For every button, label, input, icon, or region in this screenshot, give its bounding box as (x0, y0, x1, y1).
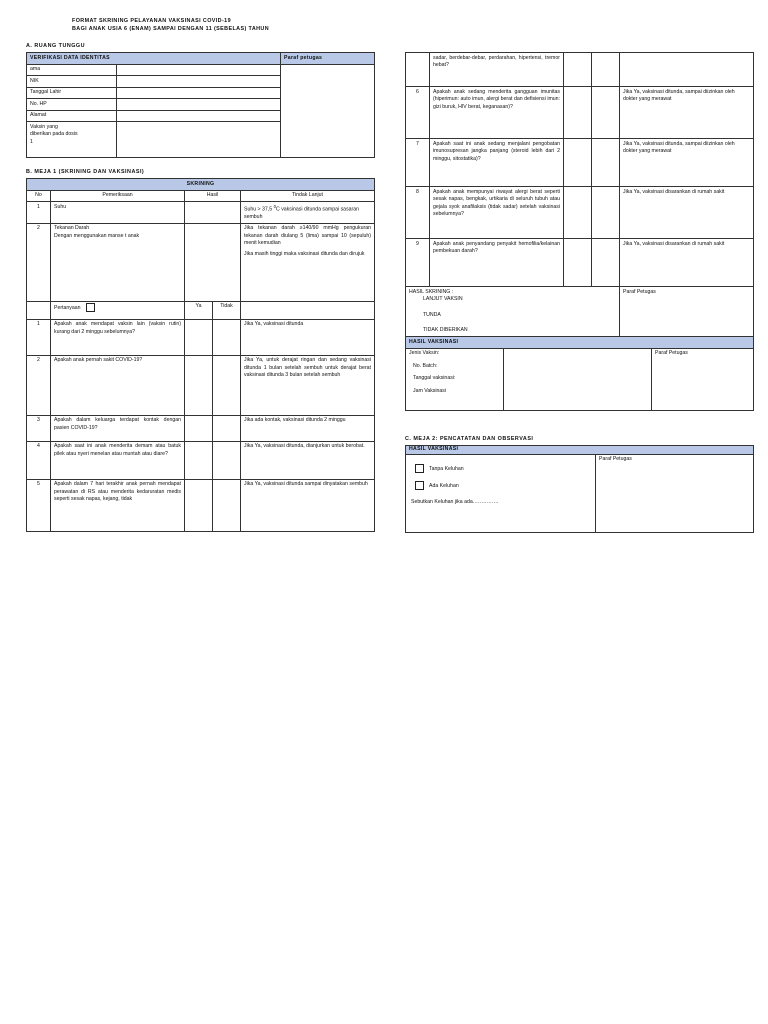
answer-yes[interactable] (564, 187, 592, 239)
answer-no[interactable] (213, 441, 241, 479)
col-yes: Ya (185, 301, 213, 319)
complaint-note[interactable]: Sebutkan Keluhan jika ada…………… (411, 498, 499, 505)
option-not-given[interactable]: TIDAK DIBERIKAN (423, 327, 468, 334)
answer-yes[interactable] (564, 87, 592, 139)
answer-yes[interactable] (185, 479, 213, 531)
answer-yes[interactable] (564, 53, 592, 87)
table-row: 9 Apakah anak penyandang penyakit hemofilia/kelainan pembekuan darah? Jika Ya, vaksinasi disarankan di rumah sakit (406, 239, 754, 287)
question-text: Apakah anak mendapat vaksin lain (vaksin rutin) kurang dari 2 minggu sebelumnya? (51, 319, 185, 355)
screening-paraf[interactable]: Paraf Petugas (620, 287, 754, 337)
label-vaccine-type: Jenis Vaksin: (409, 350, 440, 357)
table-row: 5 Apakah dalam 7 hari terakhir anak pernah mendapat perawatan di RS atau menderita kedaruratan medis seperti sesak napas, kejang, tidak Jika Ya, vaksinasi ditunda sampai dinyatakan sembuh (27, 479, 375, 531)
option-no-complaint[interactable]: Tanpa Keluhan (409, 464, 592, 473)
question-action: Jika Ya, vaksinasi ditunda, sampai diizinkan oleh dokter yang merawat (620, 87, 754, 139)
question-action: Jika Ya, vaksinasi ditunda (241, 319, 375, 355)
answer-yes[interactable] (185, 441, 213, 479)
answer-no[interactable] (213, 319, 241, 355)
exam-blood-pressure: Tekanan Darah Dengan menggunakan manse t anak (51, 223, 185, 301)
answer-yes[interactable] (564, 239, 592, 287)
label-batch: No. Batch: (413, 362, 438, 369)
vaccination-paraf[interactable]: Paraf Petugas (652, 348, 754, 410)
question-action: Jika Ya, vaksinasi ditunda sampai dinyatakan sembuh (241, 479, 375, 531)
field-label-vaccine: Vaksin yang diberikan pada dosis 1 (27, 122, 117, 158)
checkbox-icon[interactable] (415, 464, 424, 473)
vaccination-banner: HASIL VAKSINASI (406, 337, 754, 349)
table-row: 2 Apakah anak pernah sakit COVID-19? Jika Ya, untuk derajat ringan dan sedang vaksinasi ditunda 1 bulan setelah sembuh untuk derajat berat vaksinasi ditunda 3 bulan setelah sembuh (27, 355, 375, 415)
screening-result-row (406, 287, 754, 337)
action-suhu: Suhu > 37,5 $^0$C vaksinasi ditunda sampai sasaran sembuh (241, 202, 375, 224)
field-label-nik: NIK (27, 76, 117, 88)
option-has-complaint[interactable]: Ada Keluhan (409, 481, 592, 490)
vaccination-result-table (405, 336, 754, 411)
answer-no[interactable] (213, 415, 241, 441)
answer-yes[interactable] (185, 355, 213, 415)
question-action: Jika Ya, vaksinasi ditunda, dianjurkan untuk berobat. (241, 441, 375, 479)
table-row: 6 Apakah anak sedang menderita gangguan imunitas (hiperimun: auto imun, alergi berat dan defisiensi imun: gizi buruk, HIV berat, keganasan)? Jika Ya, vaksinasi ditunda, sampai diizinkan oleh dokter yang merawat (406, 87, 754, 139)
table-row: 7 Apakah saat ini anak sedang menjalani pengobatan imunosupresan jangka panjang (steroid lebih dari 2 minggu, sitostatika)? Jika Ya, vaksinasi ditunda, sampai diizinkan oleh dokter yang merawat (406, 139, 754, 187)
question-text: Apakah anak sedang menderita gangguan imunitas (hiperimun: auto imun, alergi berat dan defisiensi imun: gizi buruk, HIV berat, keganasan)? (430, 87, 564, 139)
table-row: 1 Apakah anak mendapat vaksin lain (vaksin rutin) kurang dari 2 minggu sebelumnya? Jika Ya, vaksinasi ditunda (27, 319, 375, 355)
answer-no[interactable] (213, 479, 241, 531)
result-blood-pressure[interactable] (185, 223, 241, 301)
section-a-heading: A. RUANG TUNGGU (26, 43, 86, 49)
question-text: Apakah saat ini anak menderita demam atau batuk pilek atau nyeri menelan atau muntah atau diare? (51, 441, 185, 479)
screening-banner: SKRINING (27, 179, 375, 191)
field-label-name: ama (27, 64, 117, 76)
table-row: 3 Apakah dalam keluarga terdapat kontak dengan pasien COVID-19? Jika ada kontak, vaksinasi ditunda 2 minggu (27, 415, 375, 441)
field-value-birthdate[interactable] (117, 87, 281, 99)
question-action: Jika Ya, untuk derajat ringan dan sedang vaksinasi ditunda 1 bulan setelah sembuh untuk derajat berat vaksinasi ditunda 3 bulan setelah sembuh (241, 355, 375, 415)
answer-no[interactable] (213, 355, 241, 415)
answer-no[interactable] (592, 87, 620, 139)
vaccination-fields (406, 348, 504, 410)
label-date: Tanggal vaksinasi: (413, 375, 456, 382)
exam-suhu: Suhu (51, 202, 185, 224)
col-no: No (27, 190, 51, 202)
form-title-line-1: FORMAT SKRINING PELAYANAN VAKSINASI COVID-19 (72, 18, 231, 24)
option-postpone[interactable]: TUNDA (423, 311, 441, 318)
identity-paraf-header: Paraf petugas (281, 53, 375, 65)
form-title-line-2: BAGI ANAK USIA 6 (ENAM) SAMPAI DENGAN 11 (SEBELAS) TAHUN (72, 25, 270, 32)
question-action: Jika Ya, vaksinasi ditunda, sampai diizinkan oleh dokter yang merawat (620, 139, 754, 187)
question-text: Apakah dalam keluarga terdapat kontak dengan pasien COVID-19? (51, 415, 185, 441)
observation-banner: HASIL VAKSINASI (406, 446, 754, 455)
question-action: Jika Ya, vaksinasi disarankan di rumah sakit (620, 239, 754, 287)
question-text: Apakah anak mempunyai riwayat alergi berat seperti sesak napas, bengkak, urtikaria di seluruh tubuh atau gejala syok anafilaksis (tidak sadar) setelah vaksinasi sebelumnya? (430, 187, 564, 239)
question-text: Apakah anak pernah sakit COVID-19? (51, 355, 185, 415)
screening-result[interactable] (406, 287, 620, 337)
field-value-phone[interactable] (117, 99, 281, 111)
question-action: Jika ada kontak, vaksinasi ditunda 2 minggu (241, 415, 375, 441)
checkbox-icon[interactable] (86, 303, 95, 312)
question-header: Pertanyaan (51, 301, 185, 319)
observation-options (406, 454, 596, 532)
question-text-continued: sadar, berdebar-debar, perdarahan, hipertensi, tremor hebat? (430, 53, 564, 87)
field-value-address[interactable] (117, 110, 281, 122)
question-text: Apakah dalam 7 hari terakhir anak pernah mendapat perawatan di RS atau menderita kedaruratan medis seperti sesak napas, kejang, tidak (51, 479, 185, 531)
observation-table (405, 445, 754, 533)
table-row: 8 Apakah anak mempunyai riwayat alergi berat seperti sesak napas, bengkak, urtikaria di seluruh tubuh atau gejala syok anafilaksis (tidak sadar) setelah vaksinasi sebelumnya? Jika Ya, vaksinasi disarankan di rumah sakit (406, 187, 754, 239)
identity-paraf-cell[interactable] (281, 64, 375, 158)
result-suhu[interactable] (185, 202, 241, 224)
table-row: 1 Suhu Suhu > 37,5 $^0$C vaksinasi ditunda sampai sasaran sembuh (27, 202, 375, 224)
col-result: Hasil (185, 190, 241, 202)
question-header-row (27, 301, 375, 319)
field-label-phone: No. HP (27, 99, 117, 111)
question-text: Apakah saat ini anak sedang menjalani pengobatan imunosupresan jangka panjang (steroid lebih dari 2 minggu, sitostatika)? (430, 139, 564, 187)
form-title (72, 18, 269, 34)
field-value-name[interactable] (117, 64, 281, 76)
table-row: 4 Apakah saat ini anak menderita demam atau batuk pilek atau nyeri menelan atau muntah atau diare? Jika Ya, vaksinasi ditunda, dianjurkan untuk berobat. (27, 441, 375, 479)
screening-table-continued (405, 52, 754, 337)
question-text: Apakah anak penyandang penyakit hemofilia/kelainan pembekuan darah? (430, 239, 564, 287)
col-action: Tindak Lanjut (241, 190, 375, 202)
action-blood-pressure: Jika tekanan darah ≥140/90 mmHg pengukuran tekanan darah diulang 5 (lima) sampai 10 (sepuluh) menit kemudian Jika masih tinggi maka vaksinasi ditunda dan dirujuk (241, 223, 375, 301)
identity-table (26, 52, 375, 158)
observation-paraf[interactable]: Paraf Petugas (596, 454, 754, 532)
table-row: 2 Tekanan Darah Dengan menggunakan manse t anak Jika tekanan darah ≥140/90 mmHg pengukuran tekanan darah diulang 5 (lima) sampai 10 (sepuluh) menit kemudian Jika masih tinggi maka vaksinasi ditunda dan dirujuk (27, 223, 375, 301)
identity-header: VERIFIKASI DATA IDENTITAS (27, 53, 281, 65)
answer-yes[interactable] (185, 319, 213, 355)
section-b-heading: B. MEJA 1 (SKRINING DAN VAKSINASI) (26, 169, 145, 175)
vaccination-values[interactable] (504, 348, 652, 410)
checkbox-icon[interactable] (415, 481, 424, 490)
answer-yes[interactable] (185, 415, 213, 441)
section-c-heading: C. MEJA 2: PENCATATAN DAN OBSERVASI (405, 436, 534, 442)
screening-table (26, 178, 375, 532)
answer-no[interactable] (592, 53, 620, 87)
answer-no[interactable] (592, 139, 620, 187)
answer-no[interactable] (592, 239, 620, 287)
field-label-address: Alamat (27, 110, 117, 122)
question-action: Jika Ya, vaksinasi disarankan di rumah sakit (620, 187, 754, 239)
answer-no[interactable] (592, 187, 620, 239)
table-row (406, 53, 754, 87)
col-exam: Pemeriksaan (51, 190, 185, 202)
answer-yes[interactable] (564, 139, 592, 187)
screening-result-heading: HASIL SKRINING : (409, 288, 454, 295)
field-value-nik[interactable] (117, 76, 281, 88)
field-value-vaccine[interactable] (117, 122, 281, 158)
label-time: Jam Vaksinasi (413, 387, 447, 394)
option-continue[interactable]: LANJUT VAKSIN (423, 296, 463, 303)
field-label-birthdate: Tanggal Lahir (27, 87, 117, 99)
col-no-answer: Tidak (213, 301, 241, 319)
